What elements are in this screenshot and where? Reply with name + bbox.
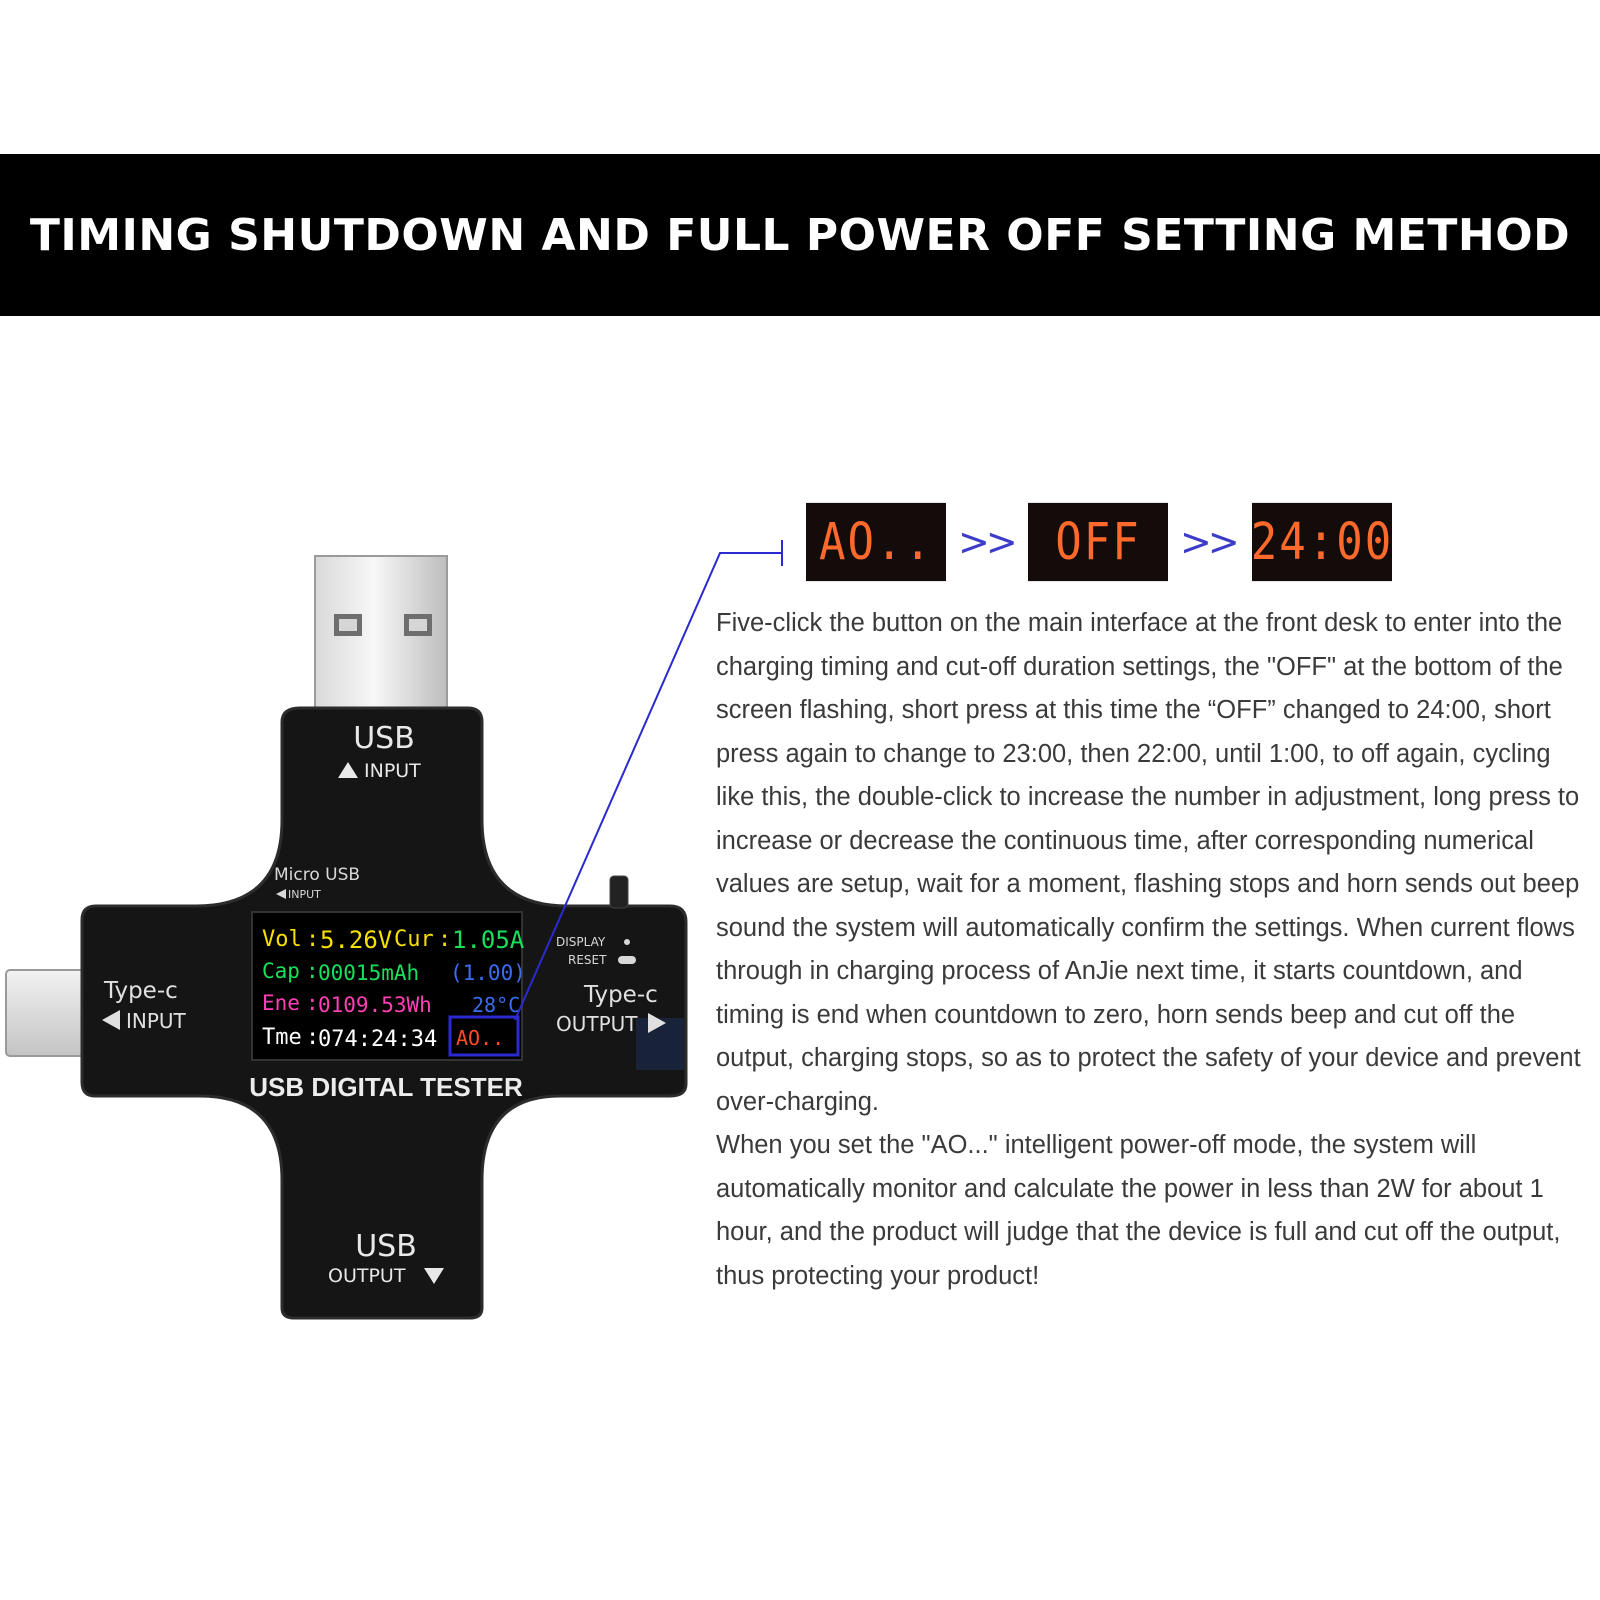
- cap-label: Cap: [262, 959, 300, 983]
- temp-value: 28°C: [472, 993, 521, 1017]
- svg-text::: :: [306, 1025, 320, 1050]
- svg-text::: :: [306, 991, 319, 1015]
- top-port-sub: INPUT: [364, 760, 421, 782]
- usb-a-plug: [315, 556, 447, 720]
- display-label: DISPLAY: [556, 935, 606, 949]
- bottom-port-sub: OUTPUT: [328, 1265, 406, 1287]
- lcd-step-2400: 24:00: [1252, 503, 1392, 581]
- lcd-step-off: OFF: [1028, 503, 1168, 581]
- ene-label: Ene: [262, 991, 300, 1015]
- cur-label: Cur: [394, 927, 434, 952]
- instructions-paragraph-2: When you set the "AO..." intelligent power-off mode, the system will automatically monitor and calculate the power in less than 2W for about 1 hour, and the product will judge that the device is full and cut off the output, thus protecting your product!: [716, 1131, 1561, 1290]
- svg-text::: :: [306, 959, 319, 983]
- title-banner: [0, 154, 1600, 316]
- page-title: TIMING SHUTDOWN AND FULL POWER OFF SETTING METHOD: [29, 209, 1571, 261]
- micro-usb-sub: INPUT: [288, 888, 321, 901]
- dplus-value: (1.00): [450, 961, 526, 985]
- usb-tester-device: [0, 540, 700, 1320]
- reset-pill-icon: [618, 956, 636, 964]
- right-port-sub: OUTPUT: [556, 1012, 638, 1036]
- svg-text::: :: [438, 927, 452, 952]
- function-button: [610, 876, 628, 908]
- left-port-label: Type-c: [104, 978, 178, 1004]
- instructions-paragraph-1: Five-click the button on the main interface at the front desk to enter into the charging timing and cut-off duration settings, the "OFF" at the bottom of the screen flashing, short press at this time the “OFF” changed to 24:00, short press again to change to 23:00, then 22:00, until 1:00, to off again, cycling like this, the double-click to increase the number in adjustment, long press to increase or decrease the continuous time, after corresponding numerical values are setup, wait for a moment, flashing stops and horn sends out beep sound the system will automatically confirm the settings. When current flows through in charging process of AnJie next time, it starts countdown, and timing is end when countdown to zero, horn sends beep and cut off the output, charging stops, so as to protect the safety of your device and prevent over-charging.: [716, 609, 1581, 1116]
- cur-value: 1.05A: [452, 926, 525, 954]
- bottom-port-label: USB: [355, 1229, 417, 1264]
- ene-value: 0109.53Wh: [318, 993, 432, 1017]
- vol-value: 5.26V: [320, 926, 393, 954]
- top-port-label: USB: [353, 721, 415, 756]
- tme-value: 074:24:34: [318, 1027, 438, 1052]
- lcd-sequence: [806, 508, 1396, 578]
- tme-label: Tme: [262, 1025, 302, 1050]
- left-port-sub: INPUT: [126, 1009, 186, 1033]
- device-name: USB DIGITAL TESTER: [249, 1072, 523, 1102]
- lcd-step-ao: AO..: [806, 503, 946, 581]
- right-port-label: Type-c: [584, 982, 658, 1008]
- svg-text::: :: [306, 927, 320, 952]
- sequence-arrow: >>: [958, 520, 1014, 564]
- cap-value: 00015mAh: [318, 961, 420, 985]
- mode-value: AO..: [456, 1026, 505, 1050]
- display-dot-icon: [624, 939, 630, 945]
- reset-label: RESET: [568, 953, 607, 967]
- vol-label: Vol: [262, 927, 302, 952]
- type-c-plug: [6, 970, 86, 1056]
- micro-usb-label: Micro USB: [274, 865, 361, 885]
- sequence-arrow: >>: [1180, 520, 1236, 564]
- instructions-text: [716, 602, 1586, 1298]
